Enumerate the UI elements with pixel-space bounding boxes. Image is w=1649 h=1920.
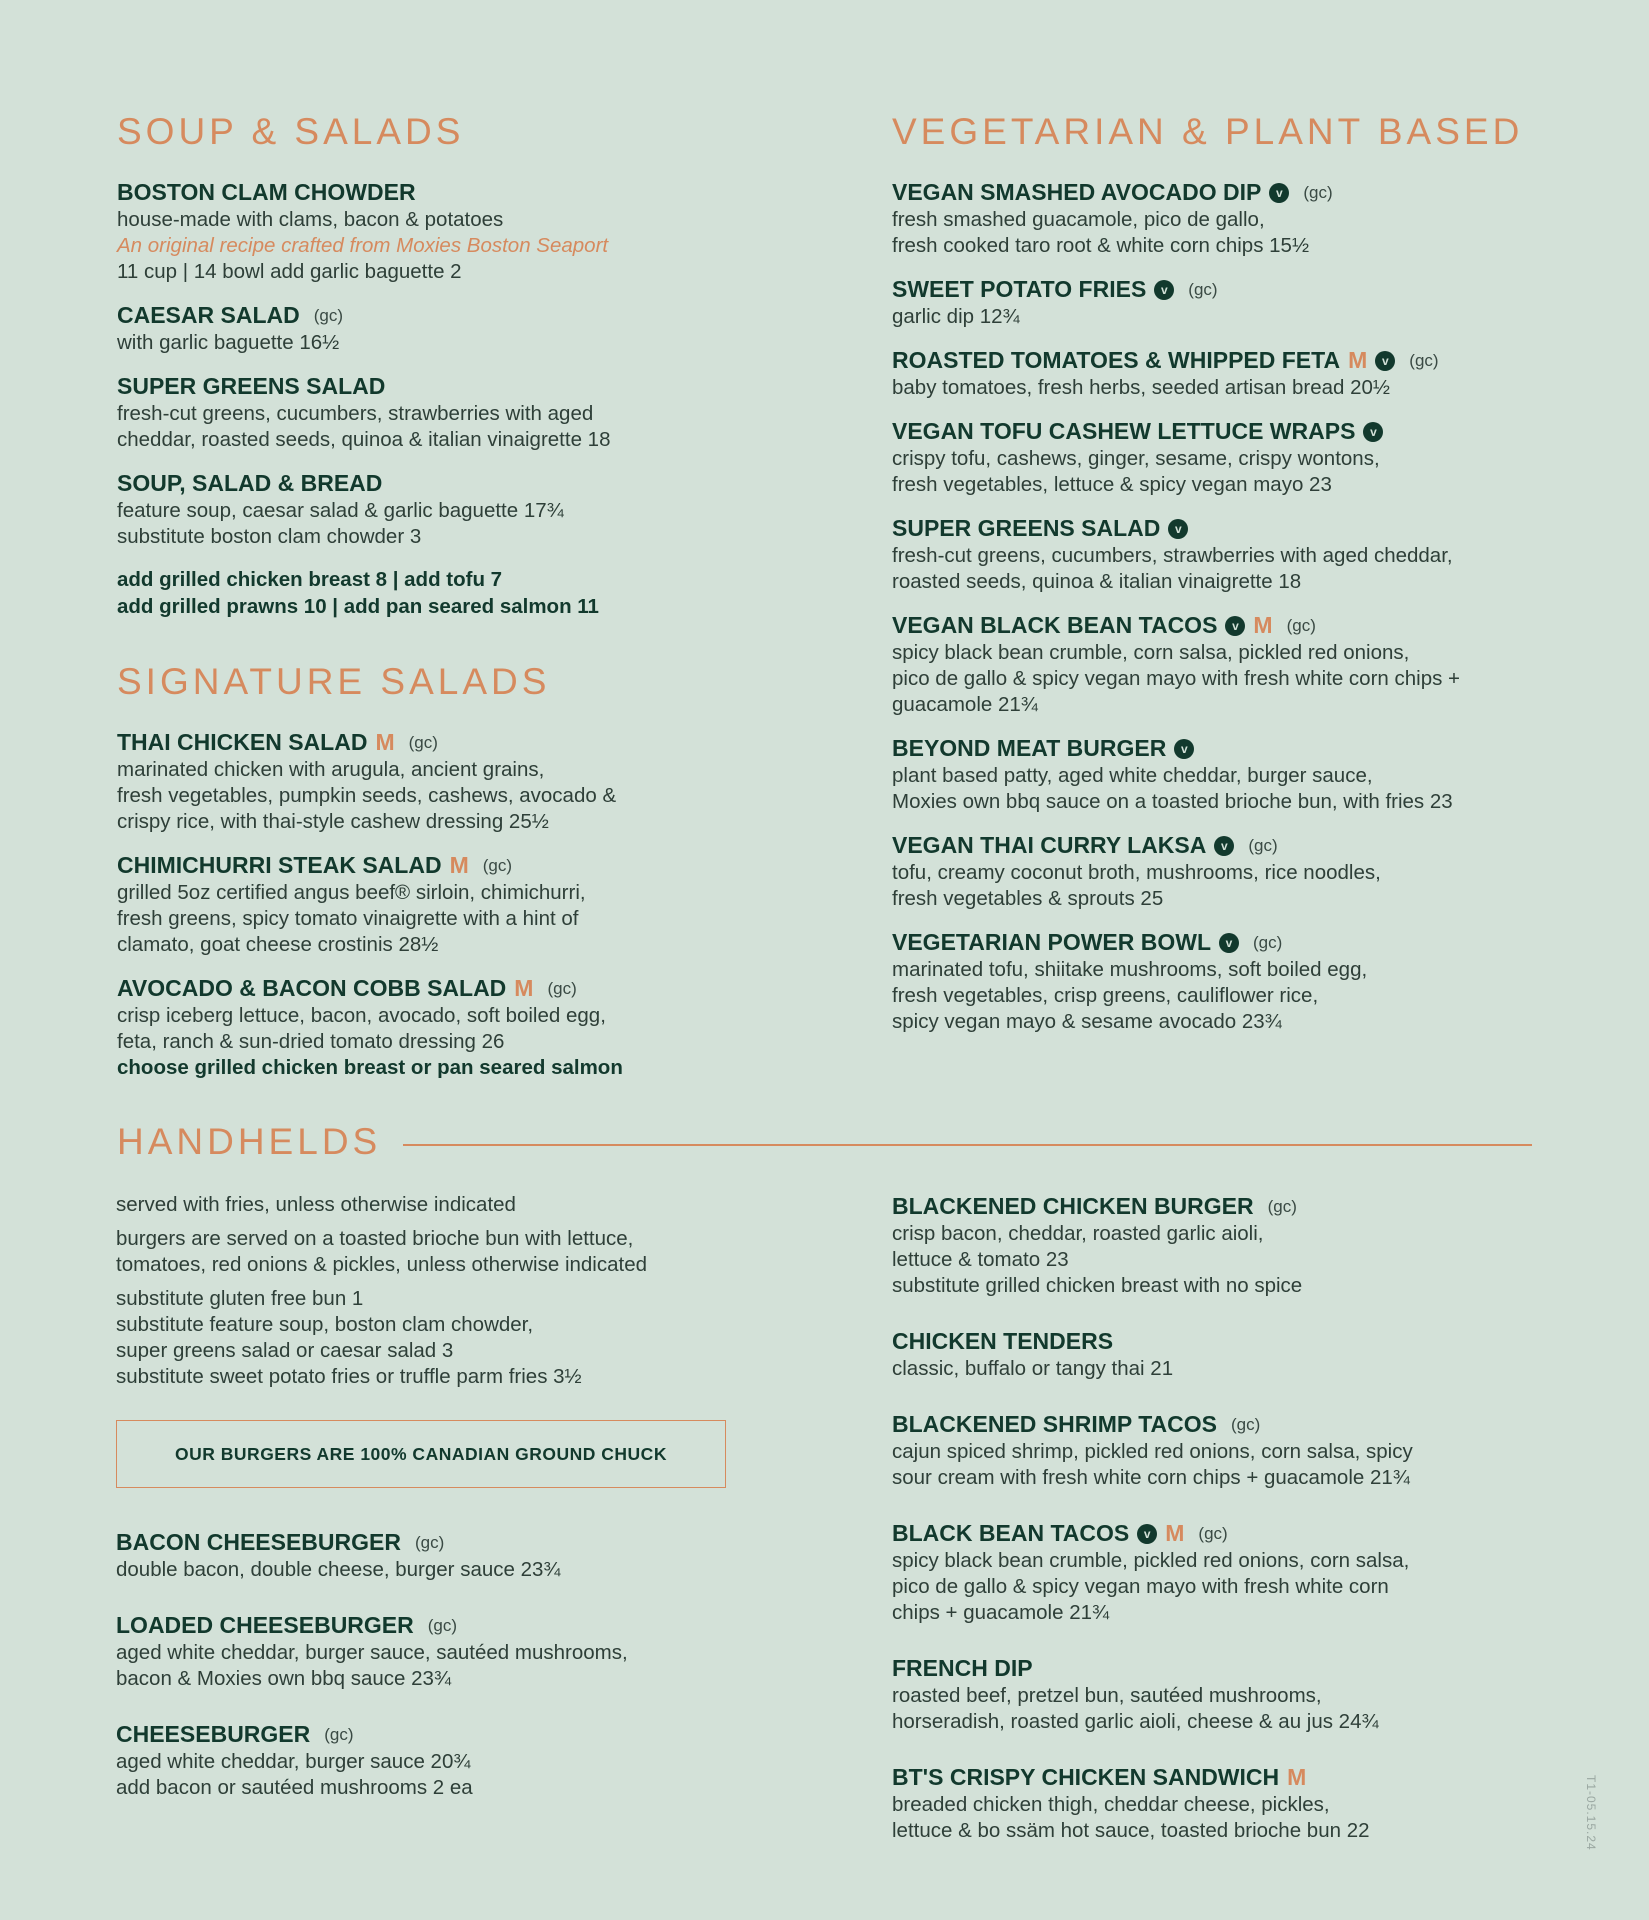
menu-item xyxy=(892,831,1572,912)
item-name: CHICKEN TENDERS xyxy=(892,1328,1114,1354)
soup-salads-list xyxy=(117,178,817,550)
item-name-row xyxy=(892,178,1572,207)
item-name-row xyxy=(892,417,1572,446)
vegan-icon: v xyxy=(1375,351,1395,371)
menu-item xyxy=(892,928,1572,1035)
menu-item xyxy=(892,346,1572,401)
gluten-conscious-label: (gc) xyxy=(1303,183,1333,202)
section-title-vegetarian: VEGETARIAN & PLANT BASED xyxy=(892,111,1524,152)
item-description: aged white cheddar, burger sauce 20¾ xyxy=(116,1750,471,1773)
gluten-conscious-label: (gc) xyxy=(324,1725,354,1744)
item-description: aged white cheddar, burger sauce, sautéed mushrooms, xyxy=(116,1641,628,1664)
m-badge: M xyxy=(449,852,469,878)
item-description: lettuce & bo ssäm hot sauce, toasted brioche bun 22 xyxy=(892,1819,1370,1842)
item-description: spicy vegan mayo & sesame avocado 23¾ xyxy=(892,1010,1282,1033)
item-description: sour cream with fresh white corn chips + guacamole 21¾ xyxy=(892,1466,1410,1489)
menu-item xyxy=(117,178,817,285)
handhelds-left-list xyxy=(116,1528,816,1801)
gluten-conscious-label: (gc) xyxy=(313,306,344,325)
item-description: lettuce & tomato 23 xyxy=(892,1248,1069,1271)
item-name-row xyxy=(117,728,817,757)
gluten-conscious-label: (gc) xyxy=(1248,836,1278,855)
item-name: VEGAN SMASHED AVOCADO DIP xyxy=(892,179,1262,205)
item-description: feature soup, caesar salad & garlic baguette 17¾ xyxy=(117,499,564,522)
item-name: FRENCH DIP xyxy=(892,1655,1033,1681)
item-name: BLACK BEAN TACOS xyxy=(892,1520,1130,1546)
item-description: crispy rice, with thai-style cashew dressing 25½ xyxy=(117,810,549,833)
item-description: baby tomatoes, fresh herbs, seeded artisan bread 20½ xyxy=(892,376,1391,399)
item-name: VEGAN BLACK BEAN TACOS xyxy=(892,612,1218,638)
vegan-icon: v xyxy=(1168,519,1188,539)
menu-item xyxy=(892,417,1572,498)
item-name: CHEESEBURGER xyxy=(116,1721,311,1747)
item-name: BT'S CRISPY CHICKEN SANDWICH xyxy=(892,1764,1280,1790)
section-title-handhelds: HANDHELDS xyxy=(117,1121,382,1162)
handhelds-note: substitute gluten free bun 1 substitute feature soup, boston clam chowder, super greens salad or caesar salad 3 substitute sweet potato fries or truffle parm fries 3½ xyxy=(116,1287,582,1388)
right-column-top xyxy=(892,108,1572,1051)
vegan-icon: v xyxy=(1214,836,1234,856)
item-description: Moxies own bbq sauce on a toasted brioche bun, with fries 23 xyxy=(892,790,1453,813)
menu-item xyxy=(117,728,817,835)
item-description: pico de gallo & spicy vegan mayo with fresh white corn xyxy=(892,1575,1389,1598)
item-description: with garlic baguette 16½ xyxy=(117,331,340,354)
item-name-row xyxy=(892,831,1572,860)
menu-item xyxy=(116,1528,816,1583)
item-name: SOUP, SALAD & BREAD xyxy=(117,470,383,496)
item-description: fresh vegetables, crisp greens, cauliflower rice, xyxy=(892,984,1319,1007)
item-name-row xyxy=(117,851,817,880)
menu-item xyxy=(117,469,817,550)
item-description: house-made with clams, bacon & potatoes xyxy=(117,208,504,231)
item-description: spicy black bean crumble, pickled red onions, corn salsa, xyxy=(892,1549,1410,1572)
menu-item xyxy=(892,1192,1572,1299)
item-description: marinated chicken with arugula, ancient grains, xyxy=(117,758,545,781)
item-name: VEGAN TOFU CASHEW LETTUCE WRAPS xyxy=(892,418,1356,444)
item-name-row xyxy=(892,1763,1572,1792)
item-name: BACON CHEESEBURGER xyxy=(116,1529,401,1555)
item-description: fresh greens, spicy tomato vinaigrette with a hint of xyxy=(117,907,579,930)
item-description: plant based patty, aged white cheddar, burger sauce, xyxy=(892,764,1373,787)
gluten-conscious-label: (gc) xyxy=(1198,1524,1228,1543)
item-name-row xyxy=(892,1192,1572,1221)
vegan-icon: v xyxy=(1137,1524,1157,1544)
item-name: SWEET POTATO FRIES xyxy=(892,276,1147,302)
item-description: crispy tofu, cashews, ginger, sesame, crispy wontons, xyxy=(892,447,1380,470)
item-description: tofu, creamy coconut broth, mushrooms, rice noodles, xyxy=(892,861,1381,884)
item-name-row xyxy=(892,928,1572,957)
vegan-icon: v xyxy=(1219,933,1239,953)
vegan-icon: v xyxy=(1269,183,1289,203)
item-name: BOSTON CLAM CHOWDER xyxy=(117,179,416,205)
vegetarian-list xyxy=(892,178,1572,1035)
item-name: BEYOND MEAT BURGER xyxy=(892,735,1167,761)
item-description: crisp iceberg lettuce, bacon, avocado, soft boiled egg, xyxy=(117,1004,606,1027)
item-description: cajun spiced shrimp, pickled red onions, corn salsa, spicy xyxy=(892,1440,1413,1463)
menu-item xyxy=(892,1763,1572,1844)
addon-line: add grilled chicken breast 8 | add tofu 7 xyxy=(117,568,503,591)
item-description: substitute boston clam chowder 3 xyxy=(117,525,422,548)
signature-salads-list xyxy=(117,728,817,1081)
handhelds-header xyxy=(117,1118,1532,1166)
item-name: BLACKENED SHRIMP TACOS xyxy=(892,1411,1217,1437)
item-name-row xyxy=(892,1327,1572,1356)
menu-item xyxy=(892,1519,1572,1626)
item-description: clamato, goat cheese crostinis 28½ xyxy=(117,933,439,956)
canadian-chuck-banner: OUR BURGERS ARE 100% CANADIAN GROUND CHUCK xyxy=(116,1420,726,1488)
menu-item xyxy=(892,1654,1572,1735)
handhelds-notes xyxy=(116,1192,816,1390)
item-description: fresh vegetables, lettuce & spicy vegan mayo 23 xyxy=(892,473,1332,496)
m-badge: M xyxy=(1287,1764,1307,1790)
menu-item xyxy=(117,974,817,1081)
vegan-icon: v xyxy=(1225,616,1245,636)
item-name: SUPER GREENS SALAD xyxy=(117,373,386,399)
item-description: horseradish, roasted garlic aioli, cheese & au jus 24¾ xyxy=(892,1710,1379,1733)
item-price: 11 cup | 14 bowl add garlic baguette 2 xyxy=(117,260,462,283)
version-code: T1-05.15.24 xyxy=(1584,1775,1598,1851)
m-badge: M xyxy=(514,975,534,1001)
item-name: CHIMICHURRI STEAK SALAD xyxy=(117,852,442,878)
item-description: fresh cooked taro root & white corn chips 15½ xyxy=(892,234,1310,257)
handhelds-note: burgers are served on a toasted brioche bun with lettuce, tomatoes, red onions & pickles, unless otherwise indicated xyxy=(116,1227,648,1276)
item-name-row xyxy=(892,514,1572,543)
item-name-row xyxy=(117,178,817,207)
gluten-conscious-label: (gc) xyxy=(482,856,513,875)
item-name: VEGAN THAI CURRY LAKSA xyxy=(892,832,1207,858)
menu-item xyxy=(117,301,817,356)
item-name-row xyxy=(117,469,817,498)
item-name-row xyxy=(892,734,1572,763)
item-name-row xyxy=(892,346,1572,375)
section-title-signature-salads: SIGNATURE SALADS xyxy=(117,661,551,702)
item-description: roasted seeds, quinoa & italian vinaigrette 18 xyxy=(892,570,1302,593)
gluten-conscious-label: (gc) xyxy=(1286,616,1316,635)
gluten-conscious-label: (gc) xyxy=(1253,933,1283,952)
item-description: fresh-cut greens, cucumbers, strawberries with aged xyxy=(117,402,594,425)
item-description: add bacon or sautéed mushrooms 2 ea xyxy=(116,1776,473,1799)
menu-item xyxy=(892,734,1572,815)
item-name-row xyxy=(117,301,817,330)
menu-item xyxy=(116,1720,816,1801)
vegan-icon: v xyxy=(1174,739,1194,759)
item-description: substitute grilled chicken breast with no spice xyxy=(892,1274,1303,1297)
item-description: bacon & Moxies own bbq sauce 23¾ xyxy=(116,1667,452,1690)
item-name-row xyxy=(892,611,1572,640)
menu-item xyxy=(892,178,1572,259)
vegan-icon: v xyxy=(1363,422,1383,442)
item-description: grilled 5oz certified angus beef® sirloin, chimichurri, xyxy=(117,881,586,904)
m-badge: M xyxy=(1348,347,1368,373)
gluten-conscious-label: (gc) xyxy=(1409,351,1439,370)
item-description: fresh vegetables & sprouts 25 xyxy=(892,887,1164,910)
item-description: fresh-cut greens, cucumbers, strawberries with aged cheddar, xyxy=(892,544,1453,567)
item-name: THAI CHICKEN SALAD xyxy=(117,729,368,755)
item-name: ROASTED TOMATOES & WHIPPED FETA xyxy=(892,347,1341,373)
item-description: feta, ranch & sun-dried tomato dressing 26 xyxy=(117,1030,505,1053)
m-badge: M xyxy=(375,729,395,755)
menu-item xyxy=(117,851,817,958)
item-name-row xyxy=(117,974,817,1003)
gluten-conscious-label: (gc) xyxy=(547,979,577,998)
addons xyxy=(117,566,817,620)
vegan-icon: v xyxy=(1154,280,1174,300)
menu-item xyxy=(892,275,1572,330)
item-name-row xyxy=(892,1519,1572,1548)
gluten-conscious-label: (gc) xyxy=(408,733,438,752)
gluten-conscious-label: (gc) xyxy=(1267,1197,1297,1216)
item-choice: choose grilled chicken breast or pan seared salmon xyxy=(117,1056,623,1079)
item-description: fresh vegetables, pumpkin seeds, cashews, avocado & xyxy=(117,784,617,807)
gluten-conscious-label: (gc) xyxy=(1188,280,1218,299)
item-description: garlic dip 12¾ xyxy=(892,305,1020,328)
item-name-row xyxy=(892,1654,1572,1683)
item-name-row xyxy=(892,1410,1572,1439)
item-note: An original recipe crafted from Moxies Boston Seaport xyxy=(117,234,609,257)
section-title-soup-salads: SOUP & SALADS xyxy=(117,111,465,152)
item-description: roasted beef, pretzel bun, sautéed mushrooms, xyxy=(892,1684,1322,1707)
item-name-row xyxy=(116,1720,816,1749)
item-name-row xyxy=(116,1611,816,1640)
item-name: LOADED CHEESEBURGER xyxy=(116,1612,414,1638)
item-description: guacamole 21¾ xyxy=(892,693,1038,716)
item-description: spicy black bean crumble, corn salsa, pickled red onions, xyxy=(892,641,1410,664)
menu-item xyxy=(892,1410,1572,1491)
item-name: AVOCADO & BACON COBB SALAD xyxy=(117,975,507,1001)
item-description: chips + guacamole 21¾ xyxy=(892,1601,1110,1624)
menu-item xyxy=(116,1611,816,1692)
item-name: CAESAR SALAD xyxy=(117,302,300,328)
menu-item xyxy=(117,372,817,453)
item-description: marinated tofu, shiitake mushrooms, soft boiled egg, xyxy=(892,958,1368,981)
item-description: breaded chicken thigh, cheddar cheese, pickles, xyxy=(892,1793,1330,1816)
item-name-row xyxy=(117,372,817,401)
right-column-bottom xyxy=(892,1192,1572,1872)
menu-item xyxy=(892,611,1572,718)
menu-item xyxy=(892,514,1572,595)
item-name: SUPER GREENS SALAD xyxy=(892,515,1161,541)
handhelds-divider xyxy=(403,1144,1532,1146)
item-description: fresh smashed guacamole, pico de gallo, xyxy=(892,208,1265,231)
m-badge: M xyxy=(1165,1520,1185,1546)
menu-item xyxy=(892,1327,1572,1382)
item-description: classic, buffalo or tangy thai 21 xyxy=(892,1357,1174,1380)
handhelds-note: served with fries, unless otherwise indicated xyxy=(116,1193,516,1216)
m-badge: M xyxy=(1253,612,1273,638)
gluten-conscious-label: (gc) xyxy=(1231,1415,1261,1434)
item-description: double bacon, double cheese, burger sauce 23¾ xyxy=(116,1558,561,1581)
item-description: cheddar, roasted seeds, quinoa & italian vinaigrette 18 xyxy=(117,428,611,451)
left-column-bottom xyxy=(116,1192,816,1829)
gluten-conscious-label: (gc) xyxy=(427,1616,458,1635)
item-name-row xyxy=(892,275,1572,304)
handhelds-right-list xyxy=(892,1192,1572,1844)
item-name: BLACKENED CHICKEN BURGER xyxy=(892,1193,1254,1219)
left-column-top xyxy=(117,108,817,1097)
item-description: crisp bacon, cheddar, roasted garlic aioli, xyxy=(892,1222,1264,1245)
gluten-conscious-label: (gc) xyxy=(414,1533,445,1552)
item-name: VEGETARIAN POWER BOWL xyxy=(892,929,1212,955)
addon-line: add grilled prawns 10 | add pan seared salmon 11 xyxy=(117,595,599,618)
item-name-row xyxy=(116,1528,816,1557)
item-description: pico de gallo & spicy vegan mayo with fresh white corn chips + xyxy=(892,667,1461,690)
